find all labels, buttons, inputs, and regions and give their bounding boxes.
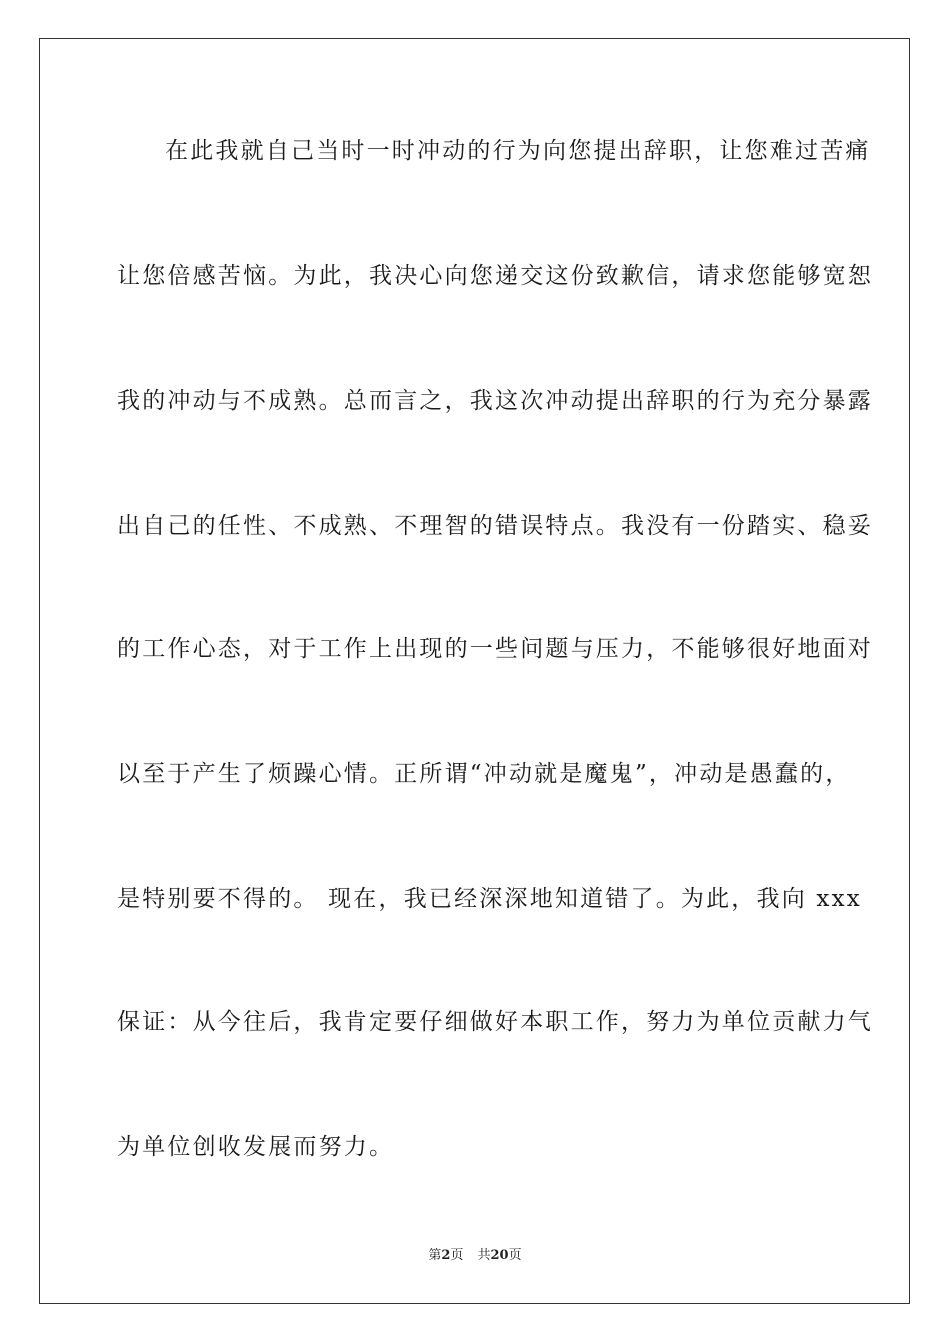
total-prefix: 共 <box>477 1248 491 1263</box>
paragraph-line-1: 在此我就自己当时一时冲动的行为向您提出辞职，让您难过苦痛 <box>165 138 871 164</box>
paragraph-line-7: 是特别要不得的。 现在，我已经深深地知道错了。为此，我向 xxx <box>117 886 862 912</box>
paragraph-line-9: 为单位创收发展而努力。 <box>117 1134 395 1160</box>
page-footer <box>0 1247 950 1265</box>
page-border <box>39 38 910 1304</box>
paragraph-line-6: 以至于产生了烦躁心情。正所谓“冲动就是魔鬼”，冲动是愚蠢的， <box>117 761 851 787</box>
paragraph-line-4: 出自己的任性、不成熟、不理智的错误特点。我没有一份踏实、稳妥 <box>117 513 873 539</box>
total-pages: 20 <box>490 1248 509 1263</box>
total-suffix: 页 <box>508 1248 522 1263</box>
page-number: 2 <box>441 1248 451 1263</box>
page-prefix: 第 <box>428 1248 442 1263</box>
paragraph-line-3: 我的冲动与不成熟。总而言之，我这次冲动提出辞职的行为充分暴露 <box>117 388 873 414</box>
paragraph-line-2: 让您倍感苦恼。为此，我决心向您递交这份致歉信，请求您能够宽恕 <box>117 263 873 289</box>
paragraph-line-5: 的工作心态，对于工作上出现的一些问题与压力，不能够很好地面对 <box>117 636 873 662</box>
paragraph-line-8: 保证：从今往后，我肯定要仔细做好本职工作，努力为单位贡献力气 <box>117 1009 873 1035</box>
page-suffix: 页 <box>450 1248 464 1263</box>
